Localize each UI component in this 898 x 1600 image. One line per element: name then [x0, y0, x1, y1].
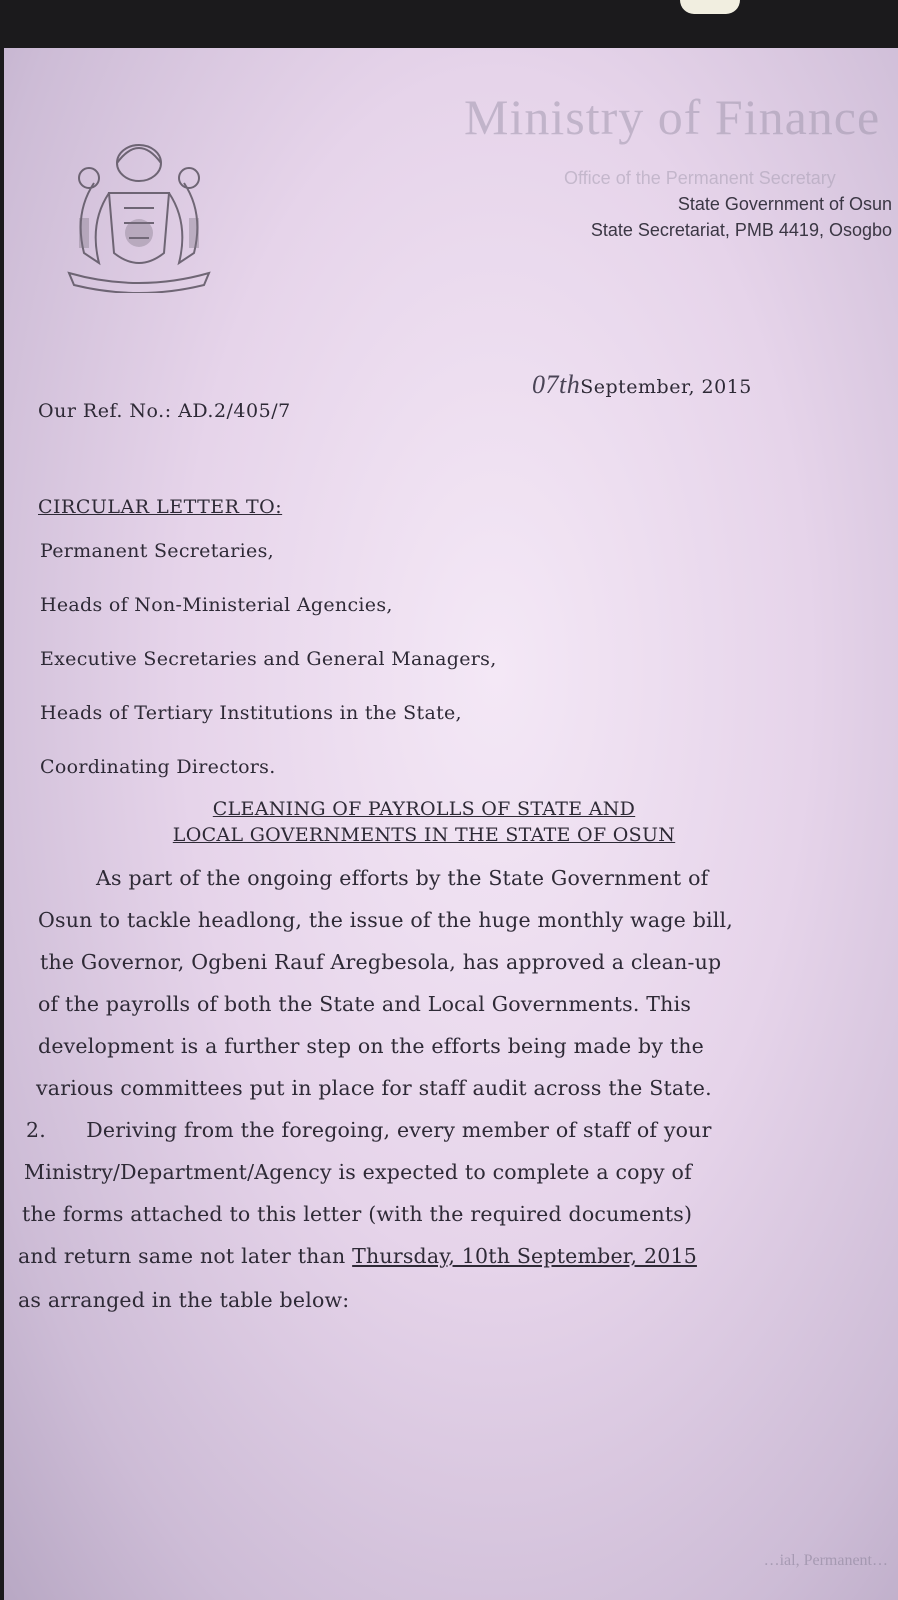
circular-heading: CIRCULAR LETTER TO: — [38, 496, 283, 518]
paragraph2-line: as arranged in the table below: — [18, 1288, 350, 1312]
subject-line-2: LOCAL GOVERNMENTS IN THE STATE OF OSUN — [172, 824, 676, 846]
deadline-date: Thursday, 10th September, 2015 — [352, 1244, 697, 1268]
paragraph1-line: various committees put in place for staff audit across the State. — [36, 1076, 712, 1100]
addressee-item: Permanent Secretaries, — [40, 540, 274, 562]
paragraph1-line: the Governor, Ogbeni Rauf Aregbesola, has approved a clean-up — [40, 950, 722, 974]
office-line: Office of the Permanent Secretary — [564, 168, 836, 188]
paragraph2-line: the forms attached to this letter (with the required documents) — [22, 1202, 693, 1226]
paragraph1-line: of the payrolls of both the State and Local Governments. This — [38, 992, 692, 1016]
paragraph1-line: development is a further step on the efforts being made by the — [38, 1034, 705, 1058]
paragraph2-line: Ministry/Department/Agency is expected to complete a copy of — [24, 1160, 692, 1184]
addressee-item: Heads of Tertiary Institutions in the State, — [40, 702, 462, 724]
paragraph1-line: As part of the ongoing efforts by the State Government of — [96, 866, 709, 890]
paragraph1-line: Osun to tackle headlong, the issue of the huge monthly wage bill, — [38, 908, 734, 932]
letter-date — [532, 370, 752, 400]
addressee-item: Heads of Non-Ministerial Agencies, — [40, 594, 393, 616]
ministry-title-watermark: Ministry of Finance — [464, 89, 881, 145]
paragraph2-line — [18, 1244, 697, 1268]
bleed-through-text: …ial, Permanent… — [763, 1552, 888, 1569]
letter-page — [4, 48, 898, 1600]
date-day-handwritten: 07th — [532, 370, 581, 399]
paragraph2-line: 2. Deriving from the foregoing, every member of staff of your — [26, 1118, 712, 1142]
addressee-item: Executive Secretaries and General Managers, — [40, 648, 497, 670]
date-month-year: September, 2015 — [580, 376, 752, 398]
state-coat-of-arms-icon — [54, 123, 224, 293]
addressee-item: Coordinating Directors. — [40, 756, 276, 778]
subject-line-1: CLEANING OF PAYROLLS OF STATE AND — [212, 798, 636, 820]
return-instruction: and return same not later than — [18, 1244, 353, 1268]
reference-number: Our Ref. No.: AD.2/405/7 — [38, 400, 291, 422]
government-name: State Government of Osun — [677, 194, 892, 214]
page-corner-paper — [680, 0, 740, 14]
secretariat-address: State Secretariat, PMB 4419, Osogbo — [590, 220, 892, 240]
